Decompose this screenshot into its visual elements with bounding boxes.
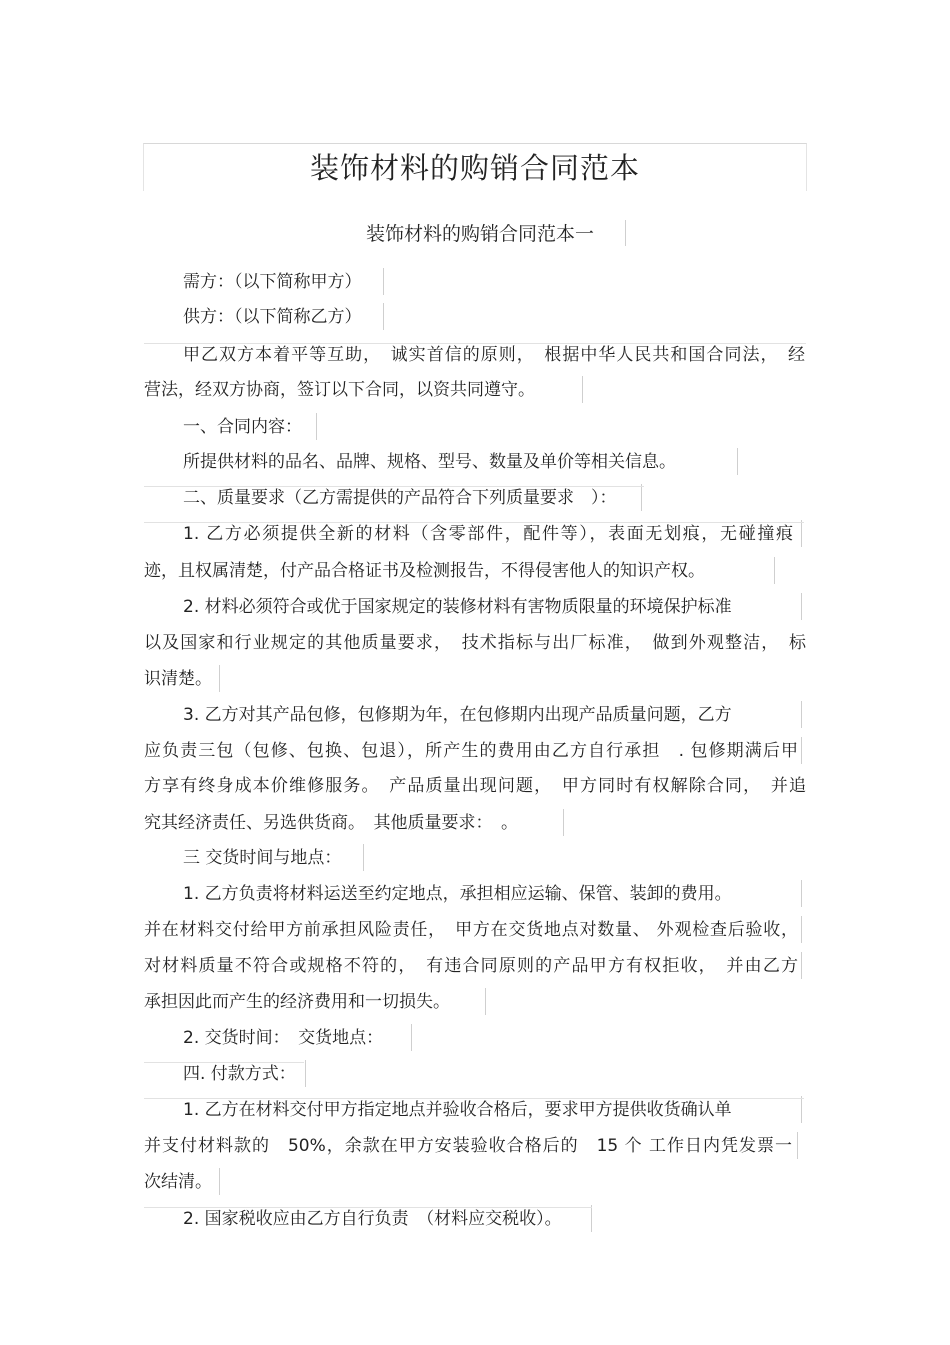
text-frame-edge	[625, 220, 626, 246]
paragraph-line: 二、质量要求（乙方需提供的产品符合下列质量要求 ）：	[183, 488, 617, 508]
paragraph-line: 需方：（以下简称甲方）	[183, 272, 362, 292]
paragraph-line: 1. 乙方在材料交付甲方指定地点并验收合格后，要求甲方提供收货确认单	[183, 1100, 732, 1120]
document-subtitle: 装饰材料的购销合同范本一	[366, 223, 595, 245]
text-frame-edge	[316, 413, 317, 440]
text-frame-edge	[582, 376, 583, 403]
paragraph-line: 营法，经双方协商，签订以下合同，以资共同遵守。	[144, 380, 535, 400]
text-frame-edge	[774, 557, 775, 584]
paragraph-line: 2. 国家税收应由乙方自行负责 （材料应交税收）。	[183, 1209, 562, 1229]
text-frame-rule	[144, 1207, 592, 1208]
paragraph-line: 并支付材料款的 50%，余款在甲方安装验收合格后的 15 个 工作日内凭发票一	[144, 1136, 792, 1156]
paragraph-line: 次结清。	[144, 1172, 212, 1192]
text-frame-edge	[801, 737, 802, 764]
text-frame-edge	[801, 1096, 802, 1123]
paragraph-line: 迹，且权属清楚，付产品合格证书及检测报告，不得侵害他人的知识产权。	[144, 561, 705, 581]
paragraph-line: 对材料质量不符合或规格不符的， 有违合同原则的产品甲方有权拒收， 并由乙方	[144, 956, 798, 976]
text-frame-edge	[801, 952, 802, 979]
title-frame	[143, 143, 807, 191]
text-frame-edge	[563, 809, 564, 836]
text-frame-rule	[144, 486, 644, 487]
document-title: 装饰材料的购销合同范本	[309, 151, 640, 185]
text-frame-edge	[801, 520, 802, 547]
text-frame-edge	[801, 880, 802, 907]
text-frame-rule	[144, 1062, 304, 1063]
text-frame-edge	[591, 1205, 592, 1232]
text-frame-edge	[801, 916, 802, 943]
paragraph-line: 2. 交货时间： 交货地点：	[183, 1028, 384, 1048]
paragraph-line: 识清楚。	[144, 669, 212, 689]
text-frame-edge	[411, 1024, 412, 1051]
paragraph-line: 甲乙双方本着平等互助， 诚实首信的原则， 根据中华人民共和国合同法， 经	[183, 345, 805, 365]
text-frame-rule	[144, 522, 804, 523]
text-frame-edge	[485, 988, 486, 1015]
paragraph-line: 方享有终身成本价维修服务。 产品质量出现问题， 甲方同时有权解除合同， 并追	[144, 776, 806, 796]
text-frame-edge	[641, 484, 642, 511]
paragraph-line: 供方：（以下简称乙方）	[183, 307, 362, 327]
text-frame-edge	[363, 844, 364, 871]
text-frame-edge	[219, 665, 220, 692]
paragraph-line: 以及国家和行业规定的其他质量要求， 技术指标与出厂标准， 做到外观整洁， 标	[144, 633, 806, 653]
text-frame-edge	[305, 1060, 306, 1087]
paragraph-line: 所提供材料的品名、品牌、规格、型号、数量及单价等相关信息。	[183, 452, 676, 472]
paragraph-line: 并在材料交付给甲方前承担风险责任， 甲方在交货地点对数量、 外观检查后验收，	[144, 920, 798, 940]
text-frame-edge	[219, 1168, 220, 1195]
text-frame-edge	[383, 303, 384, 330]
text-frame-edge	[797, 1132, 798, 1159]
text-frame-edge	[737, 448, 738, 475]
paragraph-line: 承担因此而产生的经济费用和一切损失。	[144, 992, 450, 1012]
text-frame-rule	[144, 1098, 804, 1099]
text-frame-edge	[801, 593, 802, 620]
text-frame-rule	[144, 343, 806, 344]
paragraph-line: 1. 乙方负责将材料运送至约定地点，承担相应运输、保管、装卸的费用。	[183, 884, 732, 904]
text-frame-edge	[383, 268, 384, 295]
paragraph-line: 究其经济责任、另选供货商。 其他质量要求： 。	[144, 813, 518, 833]
paragraph-line: 3. 乙方对其产品包修，包修期为年，在包修期内出现产品质量问题，乙方	[183, 705, 732, 725]
paragraph-line: 一、合同内容：	[183, 417, 302, 437]
paragraph-line: 三 交货时间与地点：	[183, 848, 342, 868]
paragraph-line: 2. 材料必须符合或优于国家规定的装修材料有害物质限量的环境保护标准	[183, 597, 732, 617]
paragraph-line: 应负责三包（包修、包换、包退），所产生的费用由乙方自行承担 . 包修期满后甲	[144, 741, 798, 761]
text-frame-edge	[801, 701, 802, 728]
paragraph-line: 四. 付款方式：	[183, 1064, 296, 1084]
paragraph-line: 1. 乙方必须提供全新的材料（含零部件，配件等），表面无划痕，无碰撞痕	[183, 524, 793, 544]
